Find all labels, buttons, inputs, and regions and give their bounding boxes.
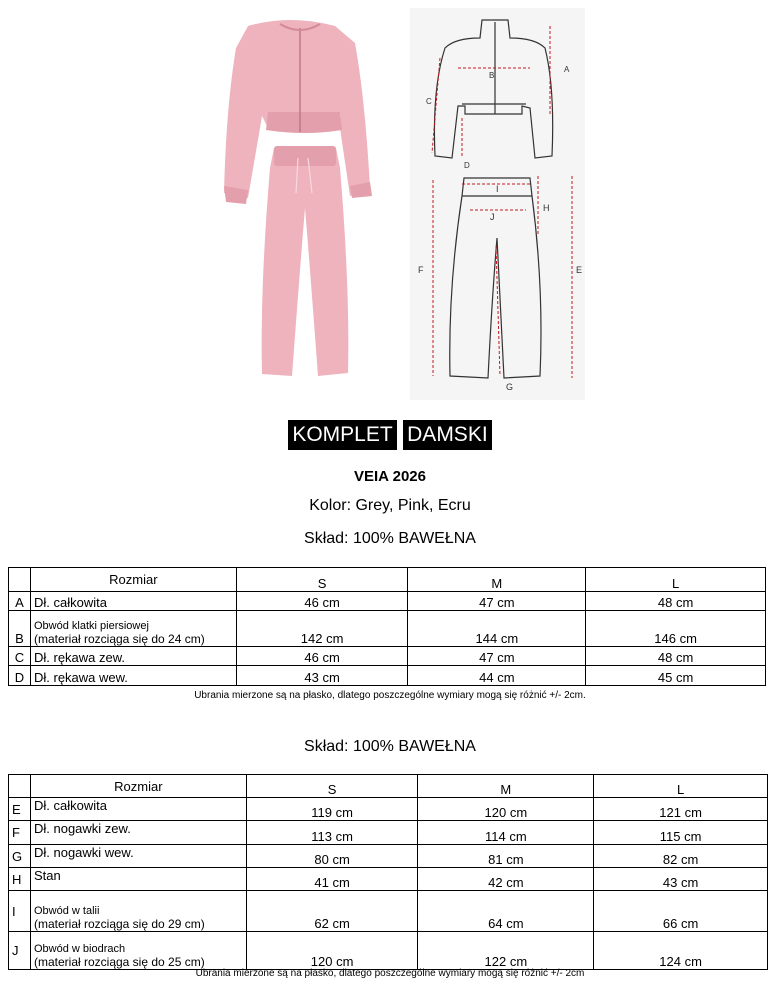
value-s: 142 cm: [236, 611, 408, 647]
row-code: B: [9, 611, 31, 647]
row-code: J: [9, 932, 31, 970]
table-row: [9, 932, 768, 970]
row-code: C: [9, 647, 31, 666]
row-name: Dł. rękawa wew.: [30, 666, 236, 686]
table-row: [9, 647, 766, 666]
value-s: 120 cm: [246, 932, 418, 970]
row-code: A: [9, 592, 31, 611]
value-m: 120 cm: [418, 798, 594, 821]
size-table-top: [8, 567, 766, 686]
header-s: S: [236, 568, 408, 592]
value-m: 114 cm: [418, 821, 594, 845]
value-m: 144 cm: [408, 611, 586, 647]
value-m: 44 cm: [408, 666, 586, 686]
header-l: L: [586, 568, 766, 592]
product-illustration: [200, 8, 585, 400]
svg-text:B: B: [489, 71, 495, 80]
header-size: Rozmiar: [30, 568, 236, 592]
header-m: M: [418, 775, 594, 798]
value-l: 82 cm: [594, 845, 768, 868]
title-word-1: KOMPLET: [288, 420, 396, 450]
value-s: 46 cm: [236, 647, 408, 666]
value-s: 62 cm: [246, 891, 418, 932]
value-l: 48 cm: [586, 592, 766, 611]
svg-text:E: E: [576, 265, 583, 275]
svg-text:F: F: [418, 265, 424, 275]
row-name: Obwód w biodrach: [33, 943, 126, 955]
table-cell: [9, 775, 31, 798]
svg-text:A: A: [564, 65, 570, 74]
value-m: 42 cm: [418, 868, 594, 891]
value-l: 45 cm: [586, 666, 766, 686]
row-name: Dł. rękawa zew.: [30, 647, 236, 666]
svg-text:D: D: [464, 161, 470, 170]
value-m: 64 cm: [418, 891, 594, 932]
measurement-note-bottom: Ubrania mierzone są na płasko, dlatego poszczególne wymiary mogą się różnić +/- 2cm: [195, 968, 585, 979]
row-name: Dł. całkowita: [30, 798, 246, 821]
row-name-cell: [30, 891, 246, 932]
value-s: 43 cm: [236, 666, 408, 686]
row-subnote: (materiał rozciąga się do 24 cm): [33, 632, 205, 646]
table-row: [9, 845, 768, 868]
table-row: [9, 666, 766, 686]
composition-top: Skład: 100% BAWEŁNA: [304, 530, 476, 547]
row-subnote: (materiał rozciąga się do 25 cm): [33, 955, 205, 969]
row-code: E: [9, 798, 31, 821]
row-name-cell: [30, 611, 236, 647]
table-header-row: [9, 775, 768, 798]
value-m: 47 cm: [408, 647, 586, 666]
color-line: Kolor: Grey, Pink, Ecru: [309, 497, 471, 514]
value-l: 146 cm: [586, 611, 766, 647]
header-s: S: [246, 775, 418, 798]
size-table-bottom: [8, 774, 768, 970]
table-row: [9, 798, 768, 821]
row-name: Stan: [30, 868, 246, 891]
value-l: 66 cm: [594, 891, 768, 932]
model-name: VEIA 2026: [354, 468, 426, 485]
title-word-2: DAMSKI: [403, 420, 492, 450]
svg-text:H: H: [543, 203, 550, 213]
value-m: 81 cm: [418, 845, 594, 868]
table-header-row: [9, 568, 766, 592]
row-name: Dł. nogawki zew.: [30, 821, 246, 845]
row-subnote: (materiał rozciąga się do 29 cm): [33, 917, 205, 931]
header-m: M: [408, 568, 586, 592]
svg-text:J: J: [490, 212, 495, 222]
table-row: [9, 891, 768, 932]
value-m: 122 cm: [418, 932, 594, 970]
measurement-note-top: Ubrania mierzone są na płasko, dlatego poszczególne wymiary mogą się różnić +/- 2cm.: [194, 690, 586, 701]
row-name-cell: [30, 932, 246, 970]
value-s: 119 cm: [246, 798, 418, 821]
value-l: 115 cm: [594, 821, 768, 845]
value-m: 47 cm: [408, 592, 586, 611]
svg-text:I: I: [496, 184, 499, 194]
value-l: 124 cm: [594, 932, 768, 970]
row-name: Obwód w talii: [33, 905, 100, 917]
composition-bottom: Skład: 100% BAWEŁNA: [304, 738, 476, 755]
row-name: Dł. nogawki wew.: [30, 845, 246, 868]
svg-text:G: G: [506, 382, 514, 392]
page-title: [0, 420, 780, 450]
product-image-area: [200, 8, 585, 400]
table-row: [9, 868, 768, 891]
row-code: H: [9, 868, 31, 891]
row-name: Obwód klatki piersiowej: [33, 620, 149, 632]
row-code: D: [9, 666, 31, 686]
svg-text:C: C: [426, 97, 432, 106]
value-s: 46 cm: [236, 592, 408, 611]
table-row: [9, 611, 766, 647]
header-l: L: [594, 775, 768, 798]
table-row: [9, 821, 768, 845]
value-s: 41 cm: [246, 868, 418, 891]
value-l: 48 cm: [586, 647, 766, 666]
value-l: 43 cm: [594, 868, 768, 891]
table-cell: [9, 568, 31, 592]
header-size: Rozmiar: [30, 775, 246, 798]
row-code: F: [9, 821, 31, 845]
value-s: 113 cm: [246, 821, 418, 845]
value-s: 80 cm: [246, 845, 418, 868]
row-name: Dł. całkowita: [30, 592, 236, 611]
row-code: G: [9, 845, 31, 868]
row-code: I: [9, 891, 31, 932]
value-l: 121 cm: [594, 798, 768, 821]
table-row: [9, 592, 766, 611]
